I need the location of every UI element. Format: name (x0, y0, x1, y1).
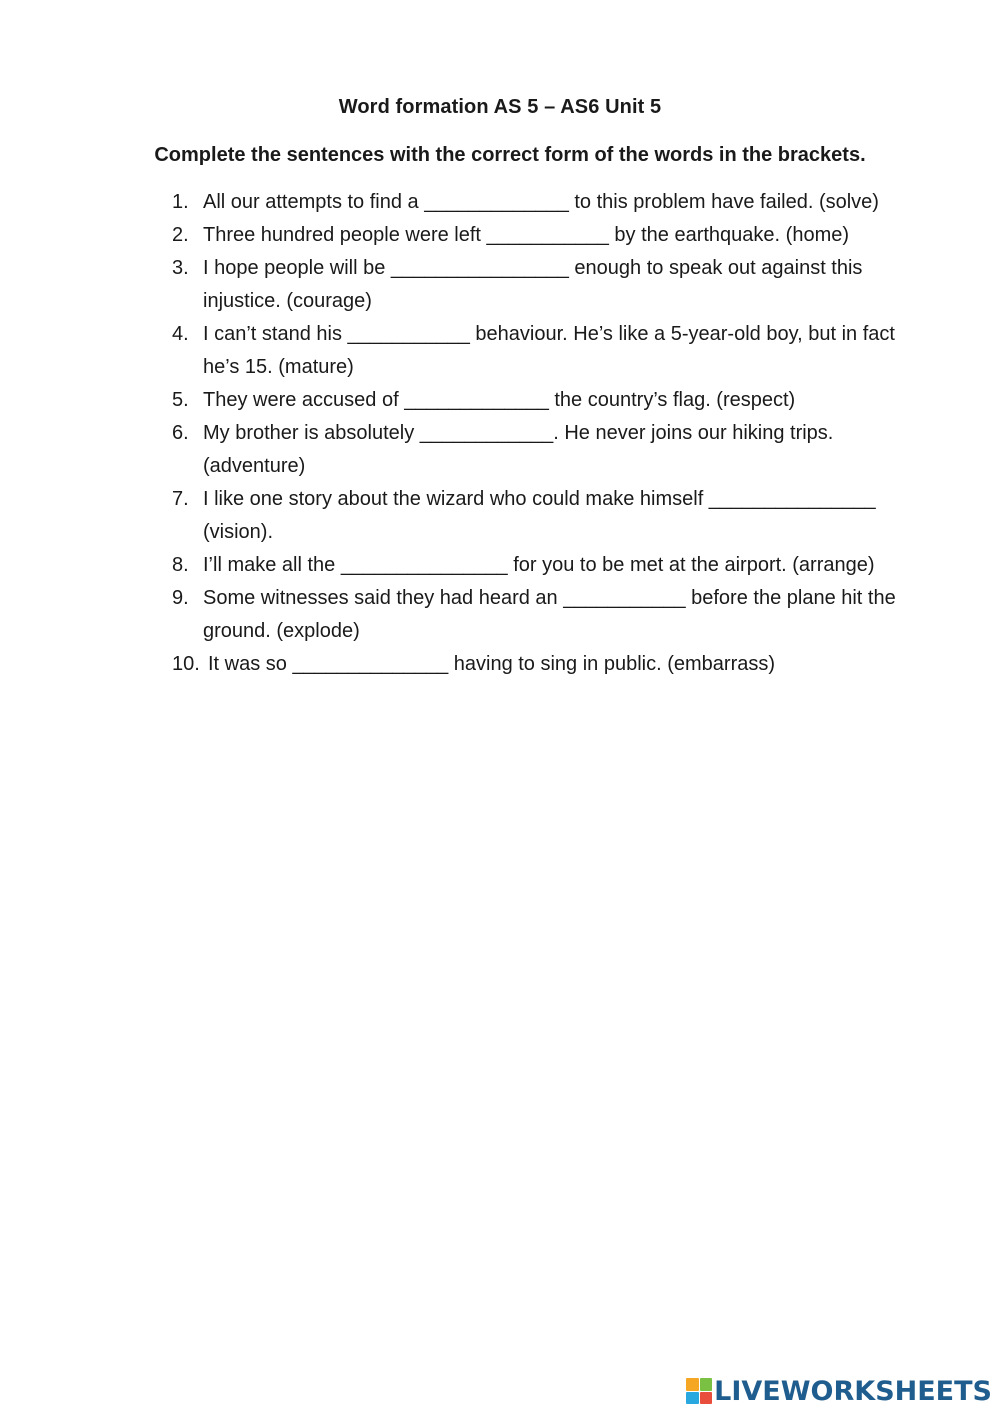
exercise-number: 6. (172, 422, 189, 444)
exercise-text: I can’t stand his ___________ behaviour. He’s like a 5-year-old boy, but in fact he’s 15. (mature) (203, 323, 895, 378)
exercise-text: It was so ______________ having to sing in public. (embarrass) (208, 653, 776, 675)
logo-mark-square-3 (686, 1392, 699, 1405)
exercise-text: My brother is absolutely ____________. He never joins our hiking trips. (adventure) (203, 422, 834, 477)
logo-mark-square-2 (700, 1378, 713, 1391)
exercise-number: 1. (172, 191, 189, 213)
exercise-number: 4. (172, 323, 189, 345)
exercise-text: All our attempts to find a _____________ to this problem have failed. (solve) (203, 191, 879, 213)
worksheet-title: Word formation AS 5 – AS6 Unit 5 (338, 96, 662, 118)
exercise-number: 8. (172, 554, 189, 576)
exercise-text: I’ll make all the _______________ for you to be met at the airport. (arrange) (203, 554, 875, 576)
logo-mark-square-4 (700, 1392, 713, 1405)
exercise-text: They were accused of _____________ the country’s flag. (respect) (203, 389, 796, 411)
liveworksheets-logo-icon (686, 1378, 712, 1404)
logo-text: LIVEWORKSHEETS (714, 1375, 992, 1407)
exercise-number: 3. (172, 257, 189, 279)
logo-mark-square-1 (686, 1378, 699, 1391)
worksheet-instruction: Complete the sentences with the correct form of the words in the brackets. (154, 144, 866, 166)
exercise-number: 2. (172, 224, 189, 246)
exercise-item-3 (172, 252, 917, 318)
liveworksheets-logo[interactable] (686, 1373, 992, 1409)
exercise-text: I hope people will be ________________ enough to speak out against this injustice. (courage) (203, 257, 863, 312)
exercise-item-1 (172, 186, 917, 219)
exercise-text: I like one story about the wizard who could make himself _______________ (vision). (203, 488, 876, 543)
exercise-number: 10. (172, 653, 200, 675)
exercise-item-6 (172, 417, 917, 483)
exercise-item-5 (172, 384, 917, 417)
exercise-item-4 (172, 318, 917, 384)
exercise-item-10 (172, 648, 917, 681)
exercise-item-7 (172, 483, 917, 549)
exercise-text: Some witnesses said they had heard an ___________ before the plane hit the ground. (explode) (203, 587, 896, 642)
exercise-number: 9. (172, 587, 189, 609)
exercise-number: 7. (172, 488, 189, 510)
exercise-number: 5. (172, 389, 189, 411)
exercise-item-9 (172, 582, 917, 648)
exercise-item-2 (172, 219, 917, 252)
exercise-list (172, 186, 917, 681)
exercise-text: Three hundred people were left ___________ by the earthquake. (home) (203, 224, 850, 246)
exercise-item-8 (172, 549, 917, 582)
